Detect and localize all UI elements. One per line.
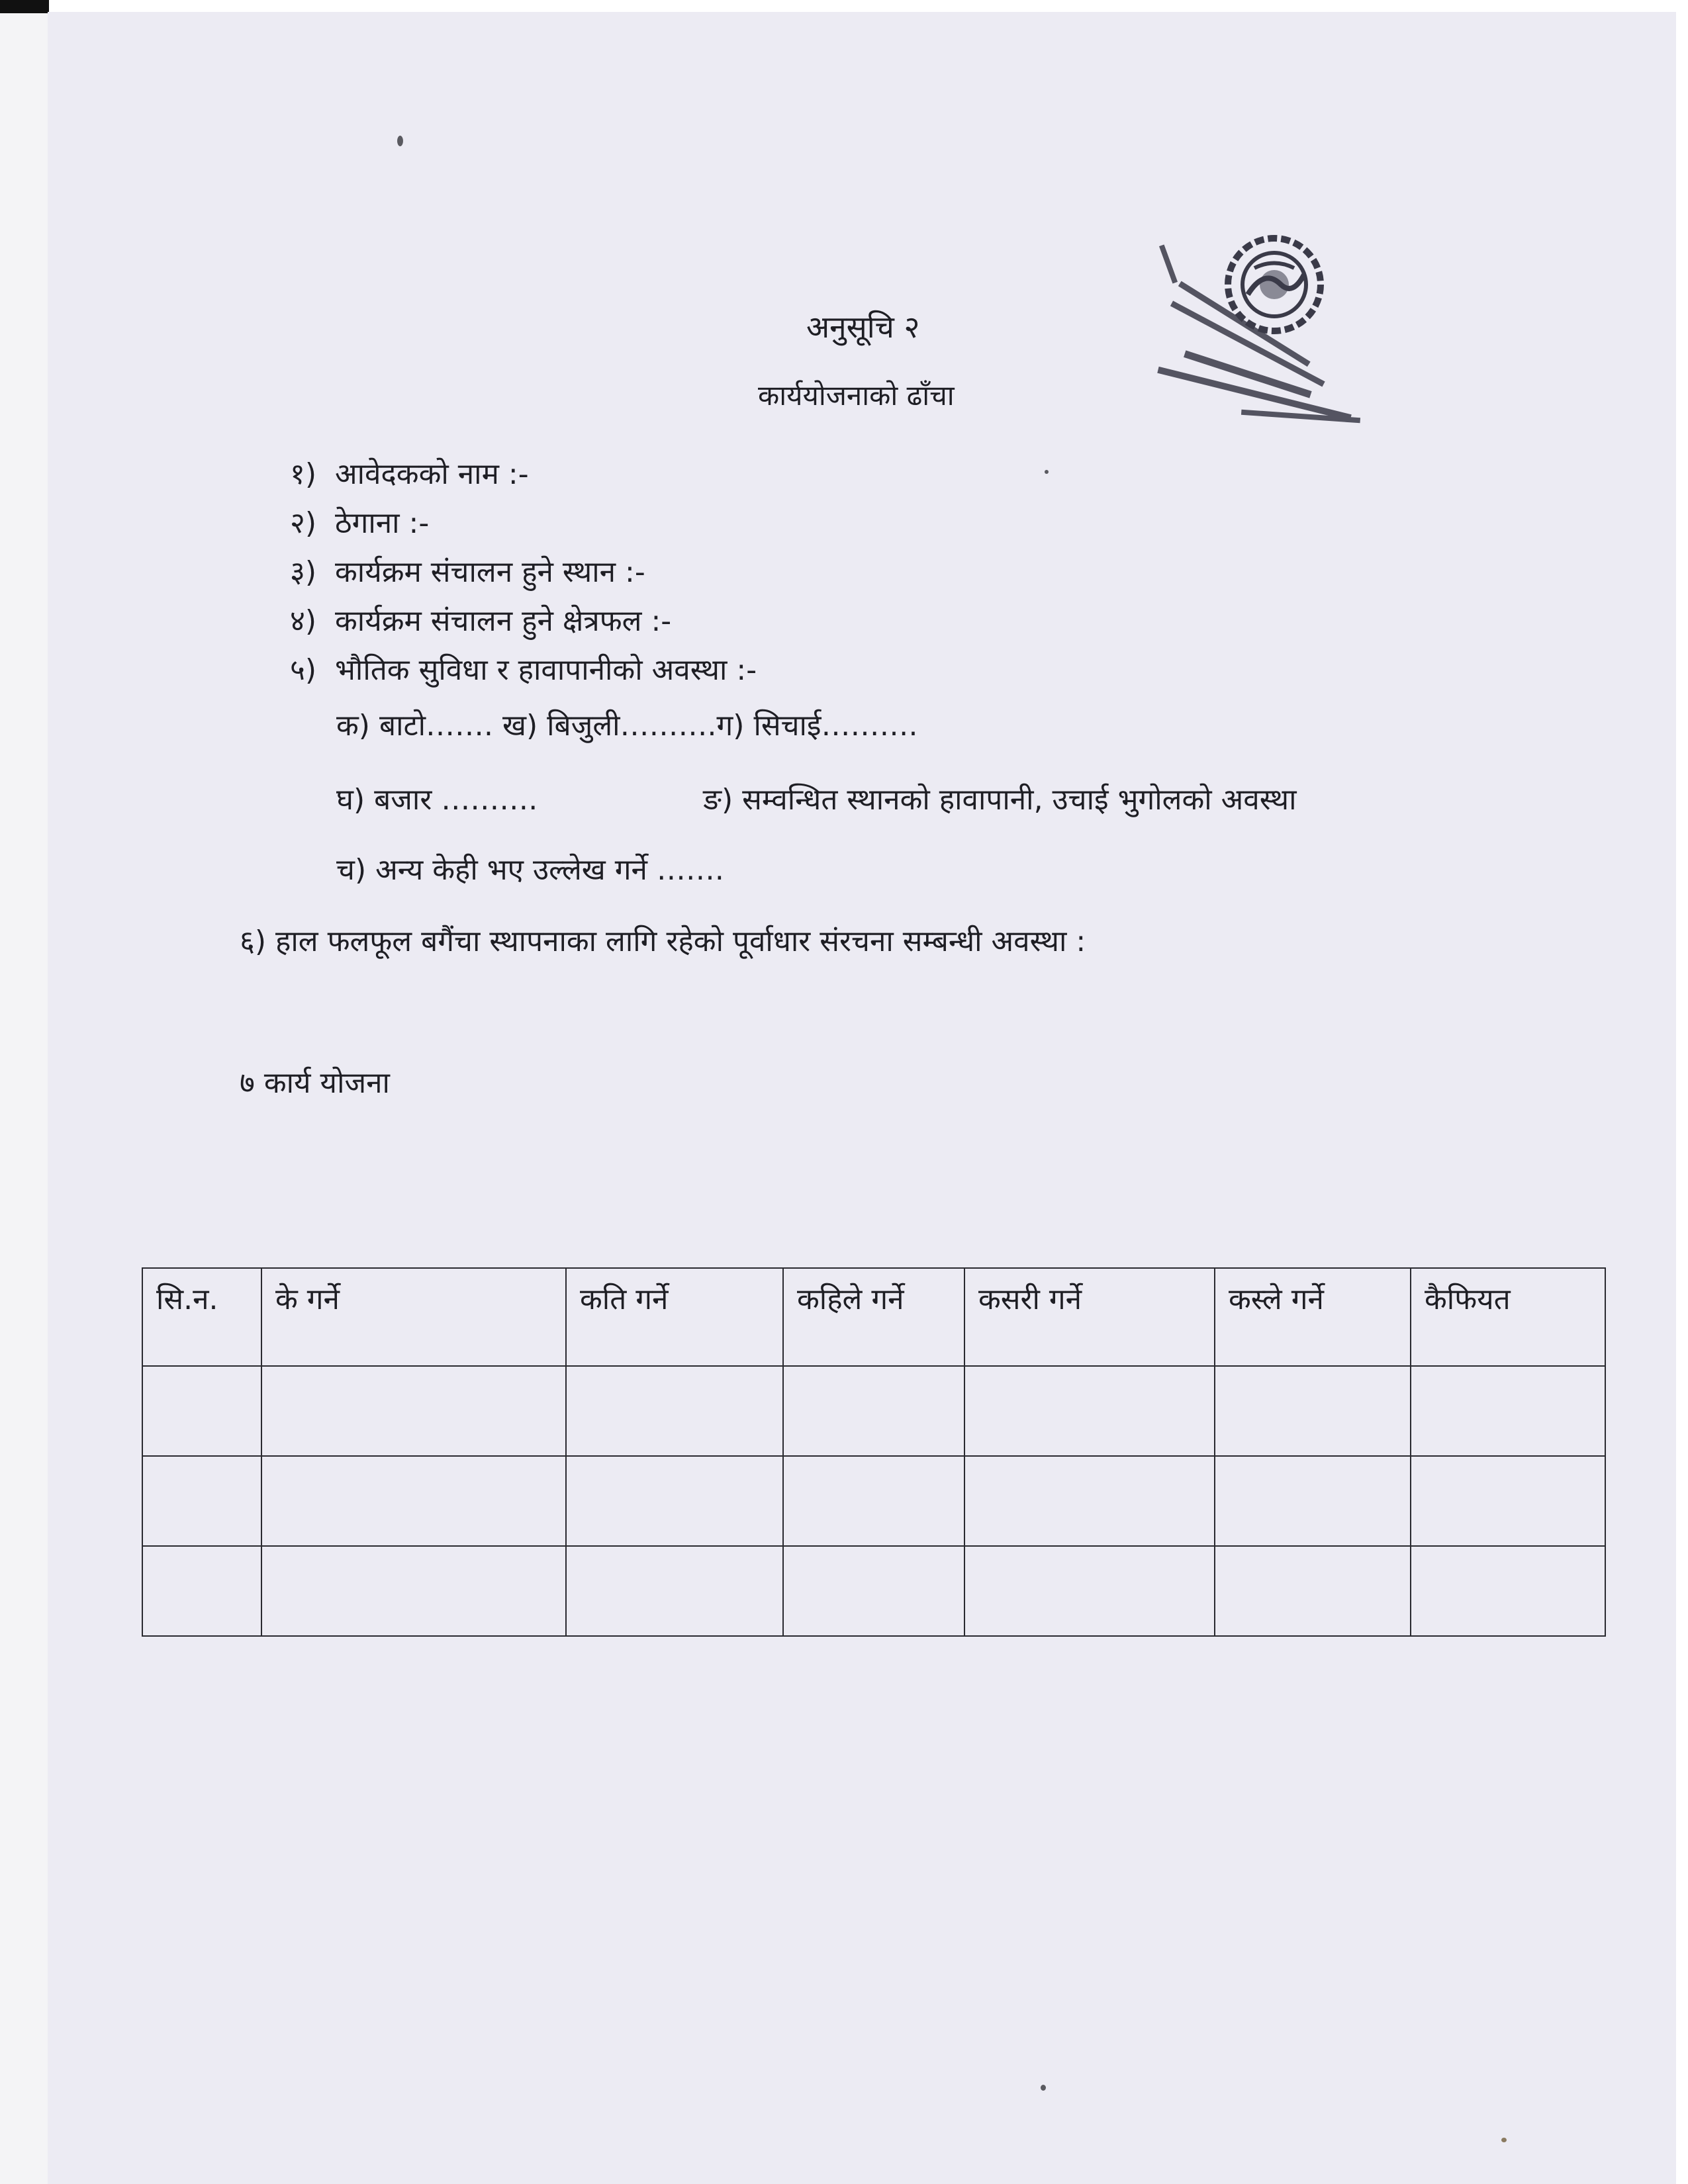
item-label: आवेदकको नाम :- xyxy=(335,457,529,491)
item-label: भौतिक सुविधा र हावापानीको अवस्था :- xyxy=(335,653,757,687)
table-cell[interactable] xyxy=(1411,1456,1605,1546)
table-cell[interactable] xyxy=(1215,1546,1411,1636)
form-item-program-location xyxy=(290,551,645,590)
scan-speck xyxy=(1041,2085,1046,2091)
item-label: कार्यक्रम संचालन हुने स्थान :- xyxy=(335,555,645,589)
form-item-applicant-name xyxy=(290,453,529,492)
item-number: २) xyxy=(290,506,317,540)
table-cell[interactable] xyxy=(783,1546,964,1636)
table-cell[interactable] xyxy=(142,1366,261,1456)
col-how: कसरी गर्ने xyxy=(964,1268,1215,1366)
item-label: कार्यक्रम संचालन हुने क्षेत्रफल :- xyxy=(335,604,672,638)
sub-items-road-electricity-irrigation: क) बाटो……. ख) बिजुली……….ग) सिचाई………. xyxy=(336,709,918,743)
form-item-program-area xyxy=(290,600,671,639)
table-cell[interactable] xyxy=(261,1546,566,1636)
table-cell[interactable] xyxy=(964,1546,1215,1636)
col-how-much: कति गर्ने xyxy=(566,1268,783,1366)
table-row xyxy=(142,1546,1605,1636)
form-item-address xyxy=(290,502,429,541)
table-row xyxy=(142,1456,1605,1546)
item-number: ४) xyxy=(290,604,317,638)
col-who: कस्ले गर्ने xyxy=(1215,1268,1411,1366)
table-cell[interactable] xyxy=(1411,1546,1605,1636)
sub-item-market: घ) बजार ………. xyxy=(336,783,538,817)
table-cell[interactable] xyxy=(142,1546,261,1636)
page-title: अनुसूचि २ xyxy=(806,309,920,345)
table-row xyxy=(142,1366,1605,1456)
page-subtitle: कार्ययोजनाको ढाँचा xyxy=(758,379,955,412)
table-cell[interactable] xyxy=(1411,1366,1605,1456)
sub-item-other: च) अन्य केही भए उल्लेख गर्ने ……. xyxy=(336,853,724,887)
table-cell[interactable] xyxy=(261,1366,566,1456)
col-what-to-do: के गर्ने xyxy=(261,1268,566,1366)
table-cell[interactable] xyxy=(1215,1456,1411,1546)
table-cell[interactable] xyxy=(142,1456,261,1546)
item-number: १) xyxy=(290,457,317,491)
col-when: कहिले गर्ने xyxy=(783,1268,964,1366)
scan-corner-mark xyxy=(0,0,49,13)
table-cell[interactable] xyxy=(783,1366,964,1456)
item-number: ३) xyxy=(290,555,317,589)
table-cell[interactable] xyxy=(783,1456,964,1546)
col-serial-no: सि.न. xyxy=(142,1268,261,1366)
col-remarks: कैफियत xyxy=(1411,1268,1605,1366)
table-cell[interactable] xyxy=(566,1546,783,1636)
form-item-infrastructure: ६) हाल फलफूल बगैंचा स्थापनाका लागि रहेको पूर्वाधार संरचना सम्बन्धी अवस्था : xyxy=(240,925,1086,958)
sub-item-climate: ङ) सम्वन्धित स्थानको हावापानी, उचाई भुगोलको अवस्था xyxy=(703,783,1297,817)
table-cell[interactable] xyxy=(1215,1366,1411,1456)
scan-edge xyxy=(0,0,48,2184)
action-plan-table xyxy=(142,1267,1606,1637)
scan-speck xyxy=(1501,2138,1507,2142)
form-item-physical-facilities xyxy=(290,649,757,688)
table-cell[interactable] xyxy=(964,1366,1215,1456)
table-cell[interactable] xyxy=(261,1456,566,1546)
item-label: ठेगाना :- xyxy=(335,506,430,540)
form-item-action-plan: ७ कार्य योजना xyxy=(240,1066,390,1100)
official-seal-stamp xyxy=(1142,222,1380,447)
table-cell[interactable] xyxy=(566,1366,783,1456)
scan-speck xyxy=(397,136,403,146)
table-cell[interactable] xyxy=(964,1456,1215,1546)
scan-speck xyxy=(1045,470,1049,474)
item-number: ५) xyxy=(290,653,317,687)
table-header-row xyxy=(142,1268,1605,1366)
table-cell[interactable] xyxy=(566,1456,783,1546)
